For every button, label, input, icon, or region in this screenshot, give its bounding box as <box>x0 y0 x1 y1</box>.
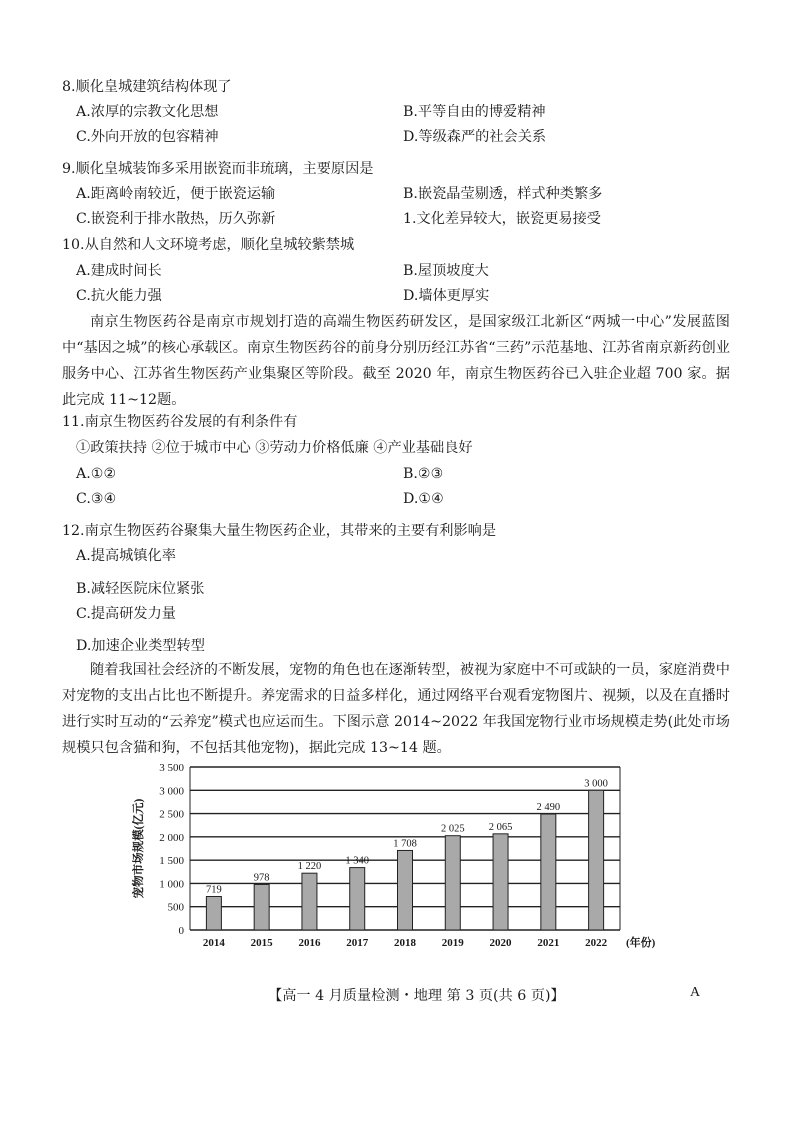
x-tick-label: 2021 <box>537 937 560 949</box>
value-label: 2 025 <box>440 823 465 835</box>
bar-2017 <box>350 868 365 930</box>
passage-biomedical-valley <box>62 309 730 413</box>
question-8-stem: 8.顺化皇城建筑结构体现了 <box>62 79 232 95</box>
y-tick-label: 1 000 <box>159 878 184 891</box>
exam-version-mark: A <box>690 985 701 1000</box>
question-9-option-d: 1.文化差异较大，嵌瓷更易接受 <box>403 211 601 227</box>
y-tick-label: 0 <box>178 925 184 937</box>
question-11-option-a: A.①② <box>76 466 117 482</box>
bar-2022 <box>589 790 604 930</box>
x-tick-label: 2015 <box>250 937 273 949</box>
y-tick-label: 2 500 <box>159 808 184 821</box>
question-8-option-c: C.外向开放的包容精神 <box>76 129 219 145</box>
value-label: 3 000 <box>584 778 608 790</box>
value-label: 2 490 <box>536 802 561 814</box>
bar-2016 <box>302 873 317 930</box>
value-label: 978 <box>253 872 270 884</box>
question-12-option-c: C.提高研发力量 <box>76 606 176 622</box>
value-label: 1 708 <box>393 838 417 850</box>
page-footer: 【高一 4 月质量检测・地理 第 3 页(共 6 页)】 <box>268 988 565 1004</box>
bar-2014 <box>206 897 221 930</box>
question-10-option-d: D.墙体更厚实 <box>403 288 490 304</box>
x-tick-label: 2018 <box>394 937 416 949</box>
x-tick-label: 2014 <box>202 937 225 949</box>
bar-2020 <box>493 834 508 930</box>
passage-1-text: 南京生物医药谷是南京市规划打造的高端生物医药研发区，是国家级江北新区“两城一中心”发展蓝图中“基因之城”的核心承载区。南京生物医药谷的前身分别历经江苏省“三药”示范基地、江苏省南京新药创业服务中心、江苏省生物医药产业集聚区等阶段。截至 2020 年，南京生物医药谷已入驻企业超 700 家。据此完成 11~12题。 <box>62 314 730 408</box>
y-tick-label: 3 500 <box>159 762 184 774</box>
y-tick-label: 2 000 <box>159 831 184 844</box>
y-tick-label: 500 <box>167 901 184 914</box>
value-label: 2 065 <box>488 821 513 833</box>
question-10-option-b: B.屋顶坡度大 <box>403 263 489 279</box>
bar-2018 <box>398 850 413 930</box>
x-tick-label: 2016 <box>298 937 321 949</box>
question-9-option-a: A.距离岭南较近，便于嵌瓷运输 <box>76 186 276 202</box>
value-label: 1 220 <box>297 861 322 873</box>
question-12-option-d: D.加速企业类型转型 <box>76 638 205 654</box>
value-label: 719 <box>206 884 222 896</box>
question-11-option-b: B.②③ <box>403 466 444 482</box>
question-8-option-d: D.等级森严的社会关系 <box>403 129 547 145</box>
y-tick-label: 1 500 <box>159 855 184 868</box>
question-11-option-d: D.①④ <box>403 491 444 507</box>
question-10-option-a: A.建成时间长 <box>76 263 162 279</box>
question-9-option-b: B.嵌瓷晶莹剔透，样式种类繁多 <box>403 186 603 202</box>
question-11-items: ①政策扶持 ②位于城市中心 ③劳动力价格低廉 ④产业基础良好 <box>76 440 473 456</box>
question-8-option-a: A.浓厚的宗教文化思想 <box>76 104 219 120</box>
passage-2-text: 随着我国社会经济的不断发展，宠物的角色也在逐渐转型，被视为家庭中不可或缺的一员，家庭消费中对宠物的支出占比也不断提升。养宠需求的日益多样化，通过网络平台观看宠物图片、视频，以及在直播时进行实时互动的“云养宠”模式也应运而生。下图示意 2014~2022 年我国宠物行业市场规模走势(此处市场规模只包含猫和狗，不包括其他宠物)，据此完成 13~14 题。 <box>62 662 730 756</box>
question-10-stem: 10.从自然和人文环境考虑，顺化皇城较紫禁城 <box>62 237 355 253</box>
question-12-option-b: B.减轻医院床位紧张 <box>76 581 205 597</box>
x-tick-label: 2020 <box>489 937 512 949</box>
passage-pet-market <box>62 657 730 761</box>
question-9-option-c: C.嵌瓷利于排水散热，历久弥新 <box>76 211 276 227</box>
x-tick-label: 2019 <box>441 937 464 949</box>
question-9-stem: 9.顺化皇城装饰多采用嵌瓷而非琉璃，主要原因是 <box>62 161 374 177</box>
bar-2019 <box>445 836 460 930</box>
x-tick-label: 2022 <box>585 937 608 949</box>
question-12-stem: 12.南京生物医药谷聚集大量生物医药企业，其带来的主要有利影响是 <box>62 523 497 539</box>
y-axis-label: 宠物市场规模(亿元) <box>133 798 145 899</box>
question-8-option-b: B.平等自由的博爱精神 <box>403 104 546 120</box>
x-axis-label: (年份) <box>626 937 656 949</box>
bar-2015 <box>254 884 269 930</box>
x-tick-label: 2017 <box>346 937 369 949</box>
pet-market-bar-chart <box>120 752 690 957</box>
bar-2021 <box>541 814 556 930</box>
question-11-option-c: C.③④ <box>76 491 117 507</box>
y-tick-label: 3 000 <box>159 785 184 798</box>
question-12-option-a: A.提高城镇化率 <box>76 548 176 564</box>
value-label: 1 340 <box>345 855 370 867</box>
question-11-stem: 11.南京生物医药谷发展的有利条件有 <box>62 414 298 430</box>
question-10-option-c: C.抗火能力强 <box>76 288 162 304</box>
